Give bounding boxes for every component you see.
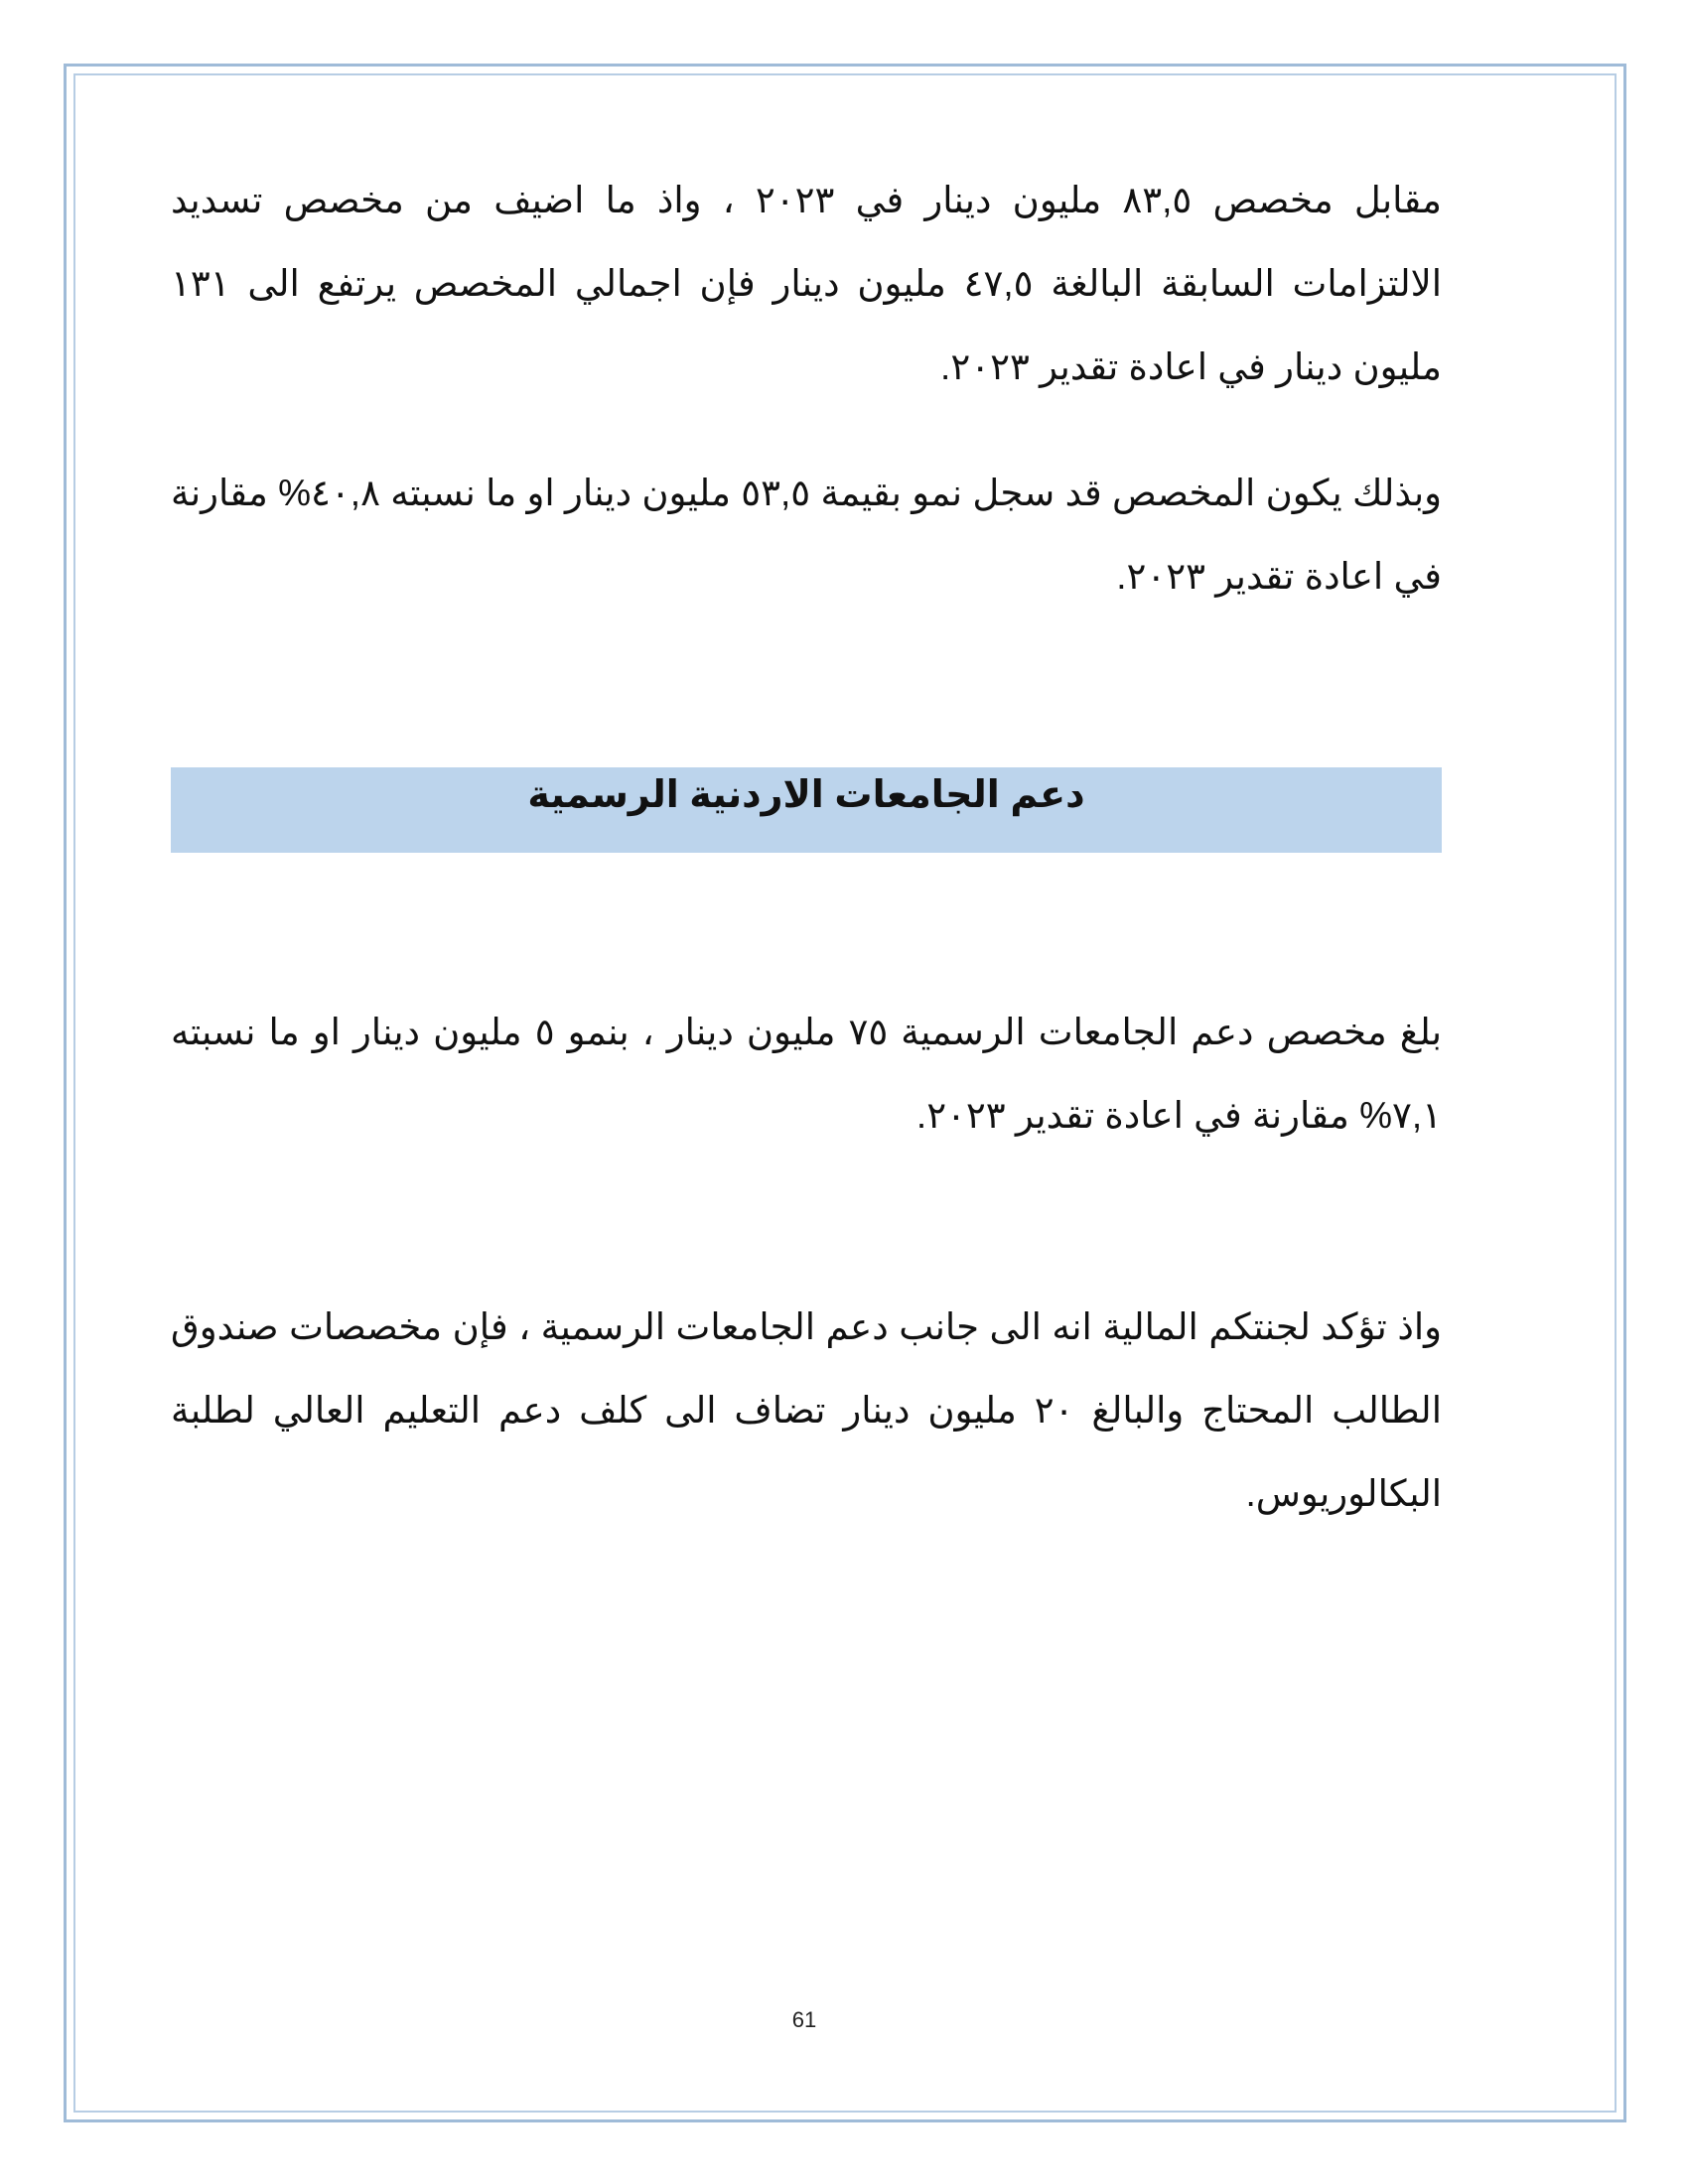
paragraph-student-fund bbox=[171, 1286, 1442, 1536]
paragraph-text: مقابل مخصص ٨٣,٥ مليون دينار في ٢٠٢٣ ، واذ ما اضيف من مخصص تسديد الالتزامات السابقة البالغة ٤٧,٥ مليون دينار فإن اجمالي المخصص يرتفع الى ١٣١ مليون دينار في اعادة تقدير ٢٠٢٣. bbox=[171, 180, 1442, 387]
paragraph-growth bbox=[171, 452, 1442, 618]
paragraph-text: وبذلك يكون المخصص قد سجل نمو بقيمة ٥٣,٥ مليون دينار او ما نسبته ٤٠,٨% مقارنة في اعادة تقدير ٢٠٢٣. bbox=[171, 473, 1442, 597]
section-heading-text: دعم الجامعات الاردنية الرسمية bbox=[527, 774, 1085, 816]
paragraph-university-support bbox=[171, 991, 1442, 1158]
paragraph-text: بلغ مخصص دعم الجامعات الرسمية ٧٥ مليون دينار ، بنمو ٥ مليون دينار او ما نسبته ٧,١% مقارنة في اعادة تقدير ٢٠٢٣. bbox=[171, 1012, 1442, 1136]
paragraph-allocation-total bbox=[171, 159, 1442, 409]
section-heading bbox=[171, 767, 1442, 853]
page-number: 61 bbox=[791, 2007, 817, 2032]
paragraph-text: واذ تؤكد لجنتكم المالية انه الى جانب دعم الجامعات الرسمية ، فإن مخصصات صندوق الطالب المحتاج والبالغ ٢٠ مليون دينار تضاف الى كلف دعم التعليم العالي لطلبة البكالوريوس. bbox=[171, 1306, 1442, 1514]
